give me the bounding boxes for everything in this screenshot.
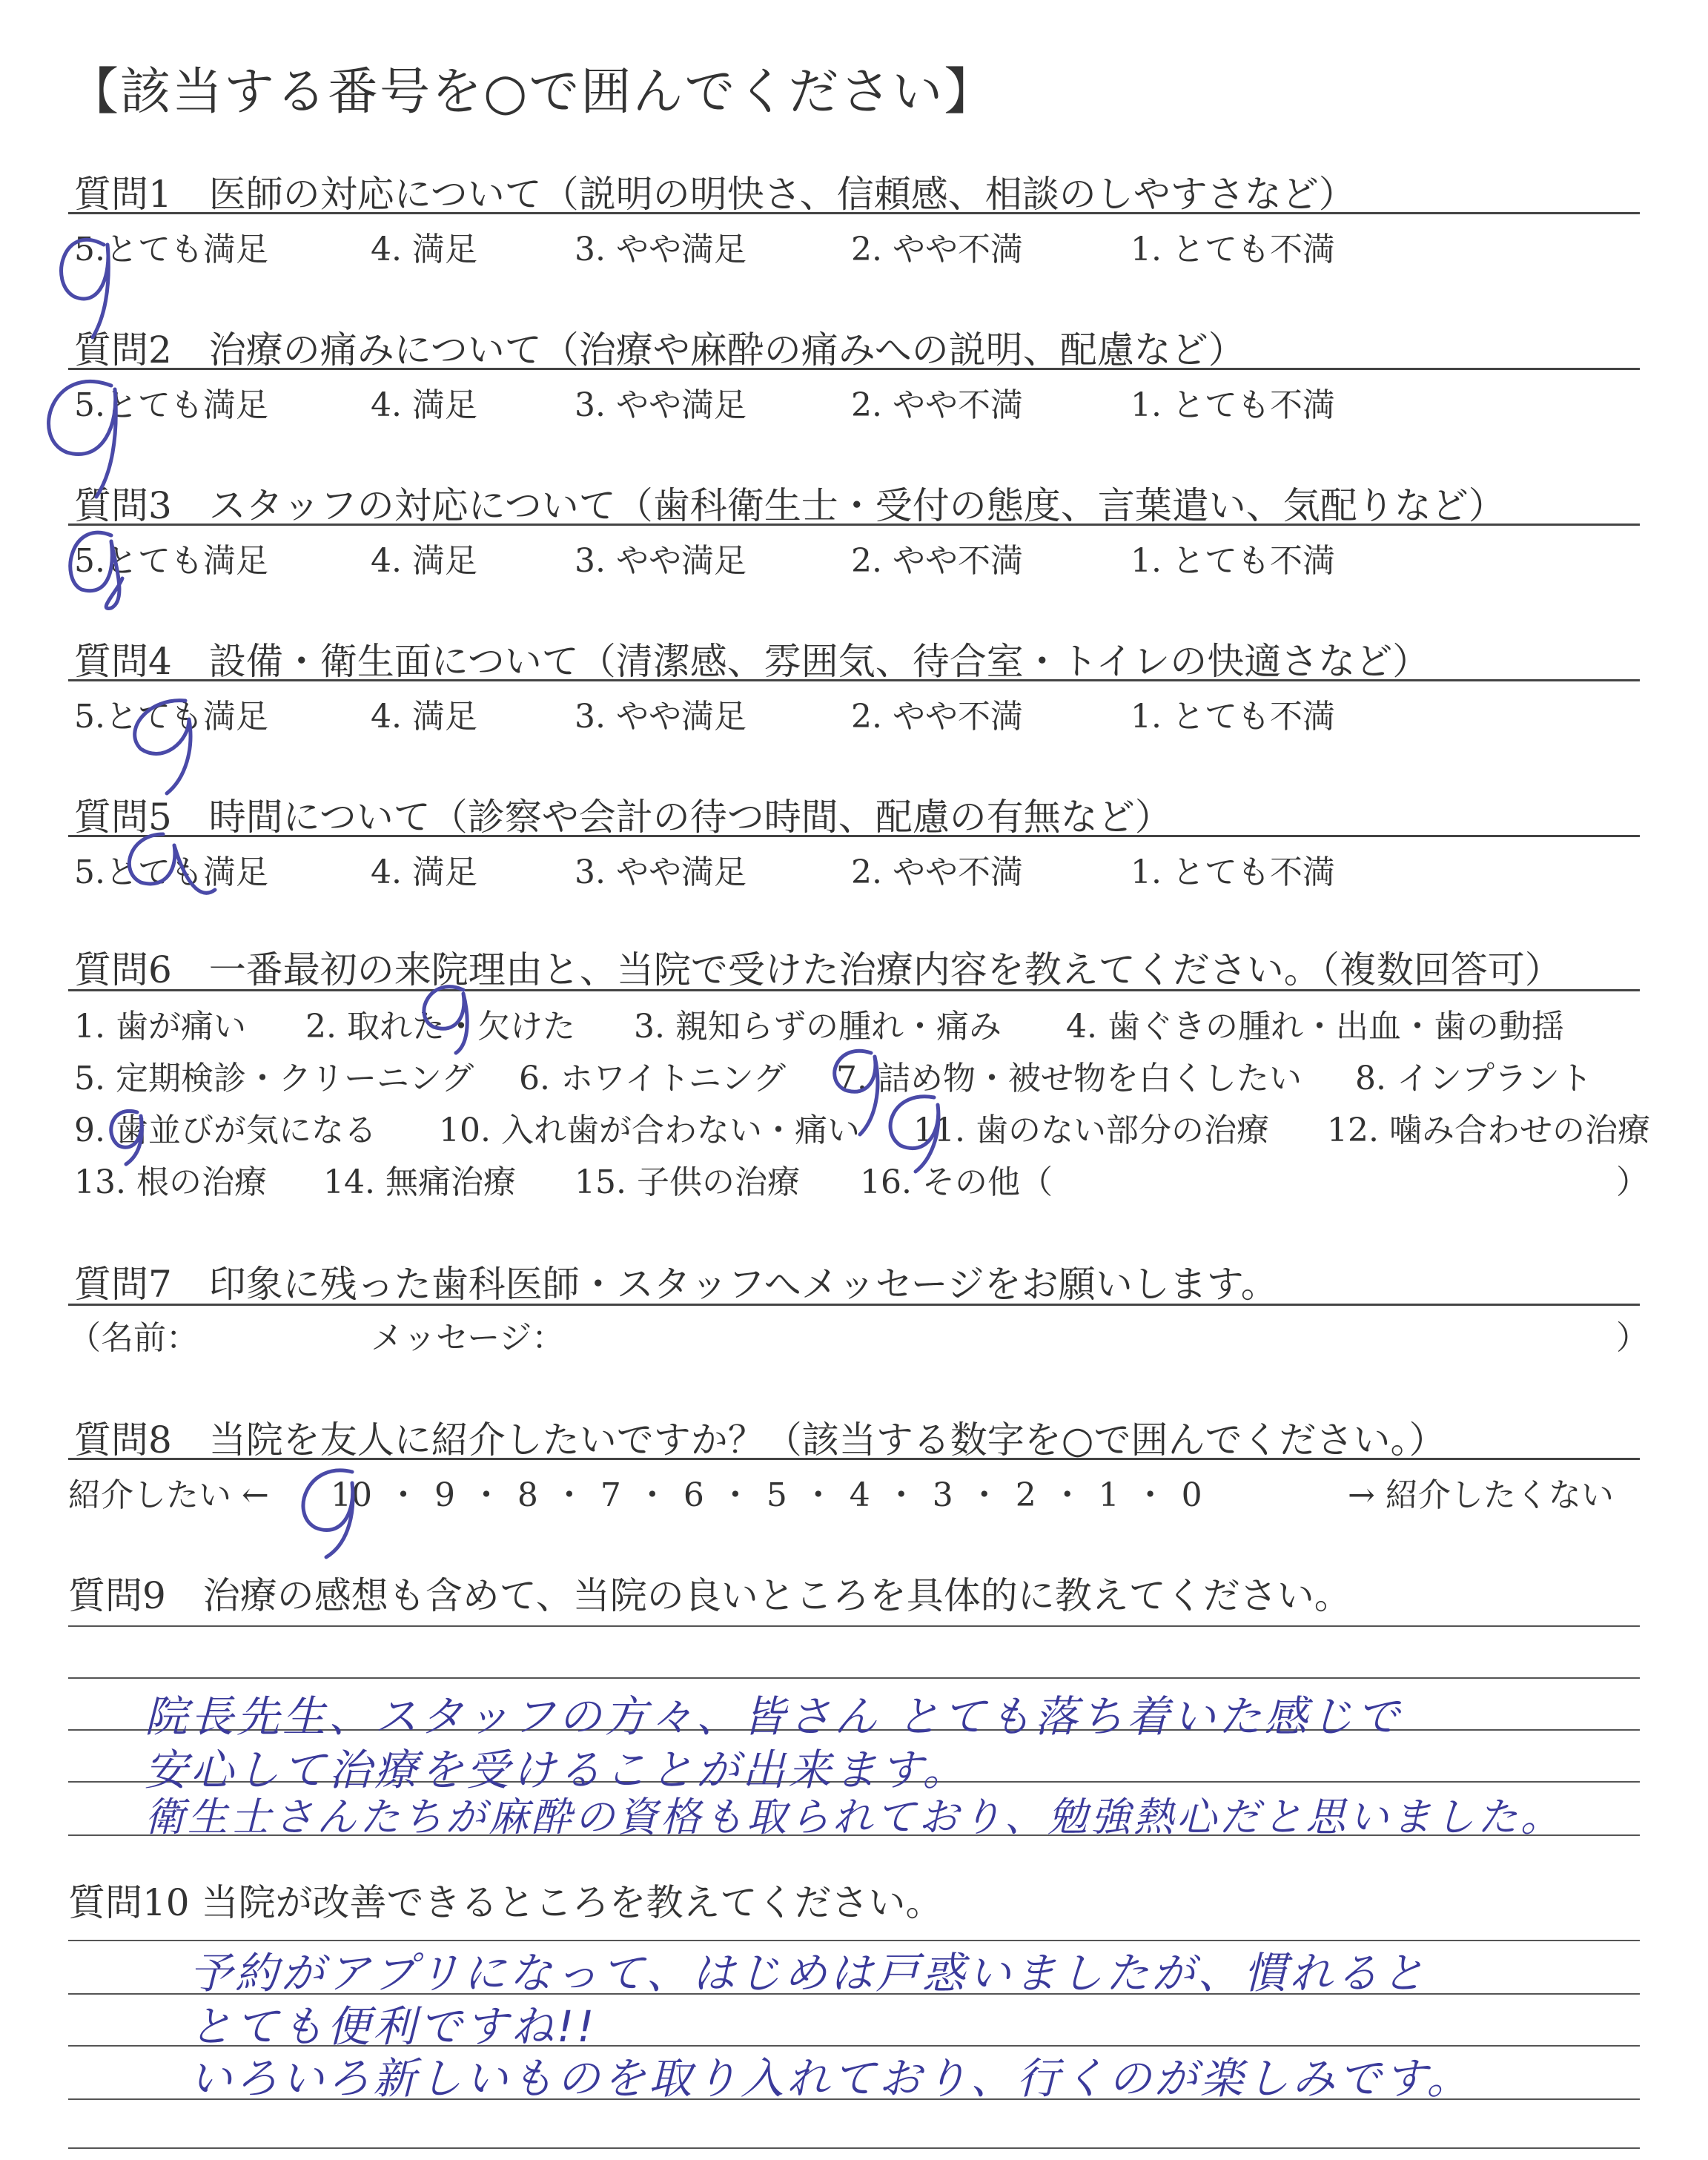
- q6-option-10[interactable]: 10. 入れ歯が合わない・痛い: [439, 1112, 860, 1149]
- q3-option-1[interactable]: 1. とても不満: [1131, 542, 1335, 580]
- q3-option-2[interactable]: 2. やや不満: [851, 542, 1023, 580]
- q5-title: 質問5 時間について（診察や会計の待つ時間、配慮の有無など）: [74, 796, 1172, 839]
- q2-title: 質問2 治療の痛みについて（治療や麻酔の痛みへの説明、配慮など）: [74, 328, 1245, 371]
- q6-option-3[interactable]: 3. 親知らずの腫れ・痛み: [634, 1008, 1002, 1046]
- q6-option-11[interactable]: 11. 歯のない部分の治療: [913, 1112, 1269, 1149]
- q3-option-5[interactable]: 5.とても満足: [74, 542, 268, 580]
- q7-title: 質問7 印象に残った歯科医師・スタッフへメッセージをお願いします。: [74, 1263, 1278, 1306]
- q6-option-4[interactable]: 4. 歯ぐきの腫れ・出血・歯の動揺: [1066, 1008, 1564, 1046]
- q8-left-label: 紹介したい ←: [68, 1476, 269, 1514]
- q7-message-label: メッセージ：: [371, 1319, 565, 1357]
- q7-close: ）: [1616, 1319, 1649, 1357]
- q10-answer-line-3: いろいろ新しいものを取り入れており、行くのが楽しみです。: [189, 2053, 1473, 2104]
- q1-option-4[interactable]: 4. 満足: [371, 231, 477, 268]
- q7-name-label: （名前：: [68, 1319, 199, 1357]
- q6-option-2[interactable]: 2. 取れた・欠けた: [305, 1008, 575, 1046]
- q2-option-2[interactable]: 2. やや不満: [851, 386, 1023, 424]
- q2-option-4[interactable]: 4. 満足: [371, 386, 477, 424]
- q6-title: 質問6 一番最初の来院理由と、当院で受けた治療内容を教えてください。（複数回答可）: [74, 948, 1562, 991]
- q6-option-11-selection-mark: [890, 1097, 939, 1172]
- q2-option-5[interactable]: 5.とても満足: [74, 386, 268, 424]
- q8-right-label: → 紹介したくない: [1348, 1476, 1614, 1514]
- q4-option-1[interactable]: 1. とても不満: [1131, 698, 1335, 736]
- q5-option-4[interactable]: 4. 満足: [371, 853, 477, 891]
- q6-other-close: ）: [1616, 1163, 1649, 1201]
- q5-option-5[interactable]: 5.とても満足: [74, 853, 268, 891]
- q6-option-6[interactable]: 6. ホワイトニング: [519, 1060, 787, 1097]
- q6-option-1[interactable]: 1. 歯が痛い: [74, 1008, 246, 1046]
- q6-option-9-selection-mark: [111, 1111, 142, 1164]
- q6-option-7[interactable]: 7. 詰め物・被せ物を白くしたい: [836, 1060, 1302, 1097]
- q3-title: 質問3 スタッフの対応について（歯科衛生士・受付の態度、言葉遣い、気配りなど）: [74, 484, 1506, 527]
- q9-answer-line-2: 安心して治療を受けることが出来ます。: [145, 1745, 969, 1795]
- q6-option-2-selection-mark: [424, 987, 467, 1053]
- q9-answer-line-3: 衛生士さんたちが麻酔の資格も取られており、勉強熱心だと思いました。: [145, 1794, 1563, 1840]
- q10-title: 質問10 当院が改善できるところを教えてください。: [68, 1881, 943, 1924]
- q4-selection-mark: [135, 701, 191, 793]
- q2-option-3[interactable]: 3. やや満足: [575, 386, 747, 424]
- q9-answer-line-1: 院長先生、スタッフの方々、皆さん とても落ち着いた感じで: [145, 1691, 1403, 1742]
- q3-option-3[interactable]: 3. やや満足: [575, 542, 747, 580]
- q2-option-1[interactable]: 1. とても不満: [1131, 386, 1335, 424]
- q6-option-5[interactable]: 5. 定期検診・クリーニング: [74, 1060, 474, 1097]
- q1-title: 質問1 医師の対応について（説明の明快さ、信頼感、相談のしやすさなど）: [74, 173, 1356, 216]
- q1-selection-mark: [62, 240, 109, 337]
- q4-title: 質問4 設備・衛生面について（清潔感、雰囲気、待合室・トイレの快適さなど）: [74, 640, 1430, 683]
- q6-option-12[interactable]: 12. 噛み合わせの治療: [1327, 1112, 1650, 1149]
- q6-option-15[interactable]: 15. 子供の治療: [575, 1163, 800, 1201]
- q1-option-5[interactable]: 5.とても満足: [74, 231, 268, 268]
- q10-answer-line-2: とても便利ですね!!: [189, 2001, 598, 2052]
- q1-option-1[interactable]: 1. とても不満: [1131, 231, 1335, 268]
- q10-answer-line-1: 予約がアプリになって、はじめは戸惑いましたが、慣れると: [189, 1948, 1428, 1998]
- q4-option-2[interactable]: 2. やや不満: [851, 698, 1023, 736]
- q6-option-9[interactable]: 9. 歯並びが気になる: [74, 1112, 377, 1149]
- q3-option-4[interactable]: 4. 満足: [371, 542, 477, 580]
- q5-option-3[interactable]: 3. やや満足: [575, 853, 747, 891]
- q4-option-3[interactable]: 3. やや満足: [575, 698, 747, 736]
- q9-title: 質問9 治療の感想も含めて、当院の良いところを具体的に教えてください。: [68, 1574, 1351, 1617]
- page-heading: 【該当する番号を○で囲んでください】: [68, 63, 996, 122]
- q5-selection-mark: [129, 834, 215, 893]
- q6-option-14[interactable]: 14. 無痛治療: [323, 1163, 516, 1201]
- q6-option-8[interactable]: 8. インプラント: [1355, 1060, 1592, 1097]
- q1-option-2[interactable]: 2. やや不満: [851, 231, 1023, 268]
- q8-scale[interactable]: 10 ・ 9 ・ 8 ・ 7 ・ 6 ・ 5 ・ 4 ・ 3 ・ 2 ・ 1 ・ 0: [331, 1476, 1202, 1514]
- q3-selection-mark: [70, 532, 122, 608]
- q5-option-1[interactable]: 1. とても不満: [1131, 853, 1335, 891]
- q6-option-16[interactable]: 16. その他（: [860, 1163, 1053, 1201]
- q6-option-7-selection-mark: [835, 1051, 878, 1135]
- q2-selection-mark: [49, 381, 116, 497]
- q4-option-5[interactable]: 5.とても満足: [74, 698, 268, 736]
- q8-title: 質問8 当院を友人に紹介したいですか？（該当する数字を○で囲んでください。）: [74, 1418, 1446, 1462]
- q8-selection-mark: [303, 1470, 353, 1557]
- q6-option-13[interactable]: 13. 根の治療: [74, 1163, 267, 1201]
- q5-option-2[interactable]: 2. やや不満: [851, 853, 1023, 891]
- q1-option-3[interactable]: 3. やや満足: [575, 231, 747, 268]
- q4-option-4[interactable]: 4. 満足: [371, 698, 477, 736]
